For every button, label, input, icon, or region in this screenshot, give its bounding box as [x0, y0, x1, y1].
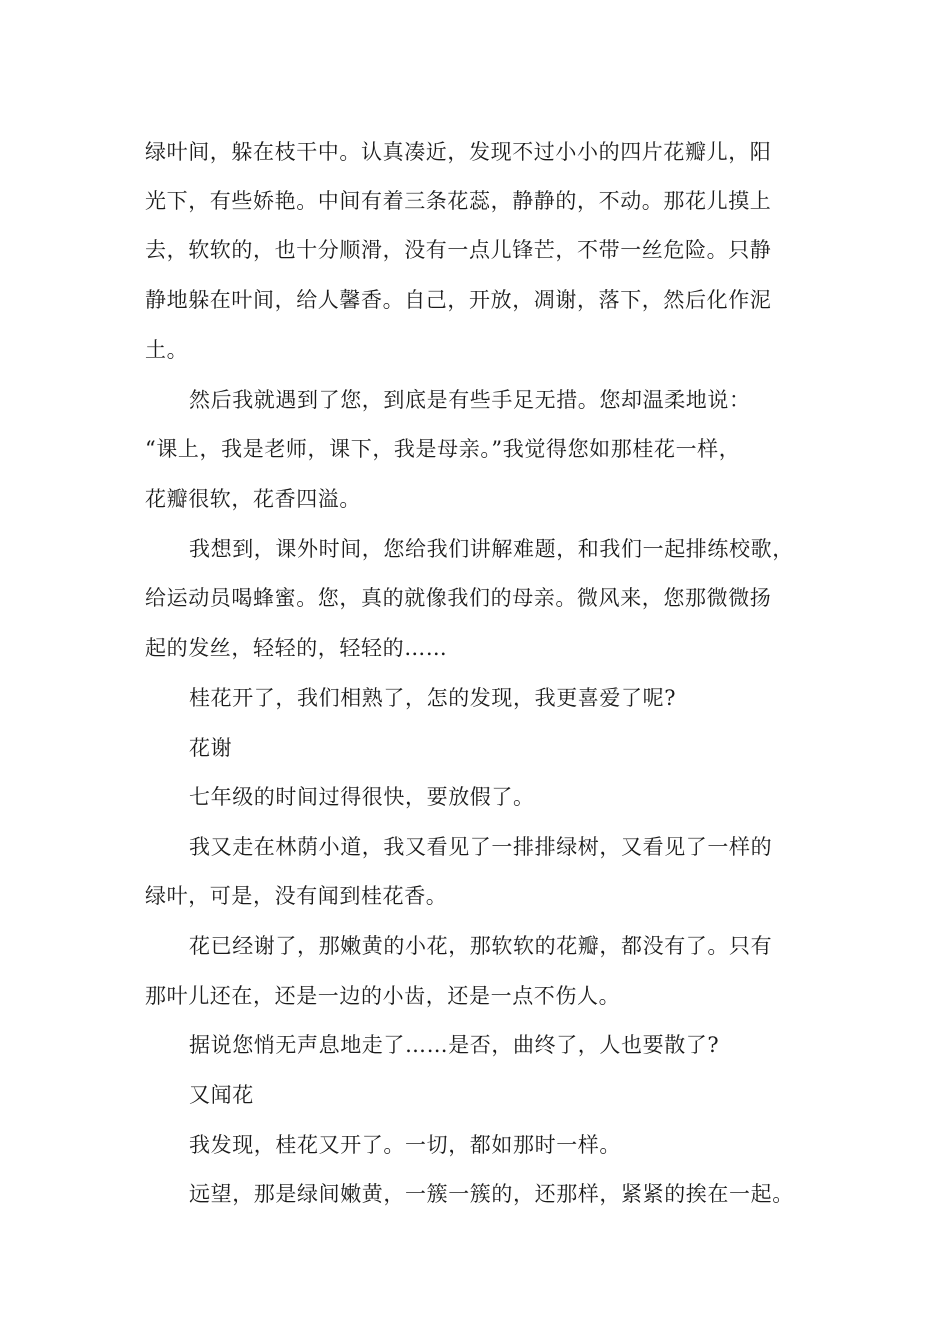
text-line: 光下，有些娇艳。中间有着三条花蕊，静静的，不动。那花儿摸上 [145, 189, 772, 213]
text-line: 据说您悄无声息地走了……是否，曲终了，人也要散了? [189, 1033, 720, 1057]
text-line: 花已经谢了，那嫩黄的小花，那软软的花瓣，都没有了。只有 [189, 934, 773, 958]
text-line: 我想到，课外时间，您给我们讲解难题，和我们一起排练校歌， [189, 537, 794, 561]
text-line: 我发现，桂花又开了。一切，都如那时一样。 [189, 1133, 621, 1157]
section-heading: 又闻花 [189, 1083, 254, 1107]
text-line: “课上，我是老师，课下，我是母亲。”我觉得您如那桂花一样， [145, 437, 741, 461]
text-line: 起的发丝，轻轻的，轻轻的…… [145, 636, 448, 660]
text-line: 给运动员喝蜂蜜。您，真的就像我们的母亲。微风来，您那微微扬 [145, 586, 772, 610]
text-line: 我又走在林荫小道，我又看见了一排排绿树，又看见了一样的 [189, 835, 773, 859]
text-line: 然后我就遇到了您，到底是有些手足无措。您却温柔地说： [189, 388, 751, 412]
text-line: 静地躲在叶间，给人馨香。自己，开放，凋谢，落下，然后化作泥 [145, 288, 772, 312]
text-line: 桂花开了，我们相熟了，怎的发现，我更喜爱了呢? [189, 686, 677, 710]
text-line: 花瓣很软，花香四溢。 [145, 487, 361, 511]
text-line: 那叶儿还在，还是一边的小齿，还是一点不伤人。 [145, 984, 621, 1008]
text-line: 绿叶，可是，没有闻到桂花香。 [145, 884, 448, 908]
section-heading: 花谢 [189, 736, 233, 760]
text-line: 土。 [145, 338, 189, 362]
text-line: 绿叶间，躲在枝干中。认真凑近，发现不过小小的四片花瓣儿，阳 [145, 140, 772, 164]
text-line: 去，软软的，也十分顺滑，没有一点儿锋芒，不带一丝危险。只静 [145, 238, 772, 262]
text-line: 远望，那是绿间嫩黄，一簇一簇的，还那样，紧紧的挨在一起。 [189, 1182, 794, 1206]
text-line: 七年级的时间过得很快，要放假了。 [189, 785, 535, 809]
